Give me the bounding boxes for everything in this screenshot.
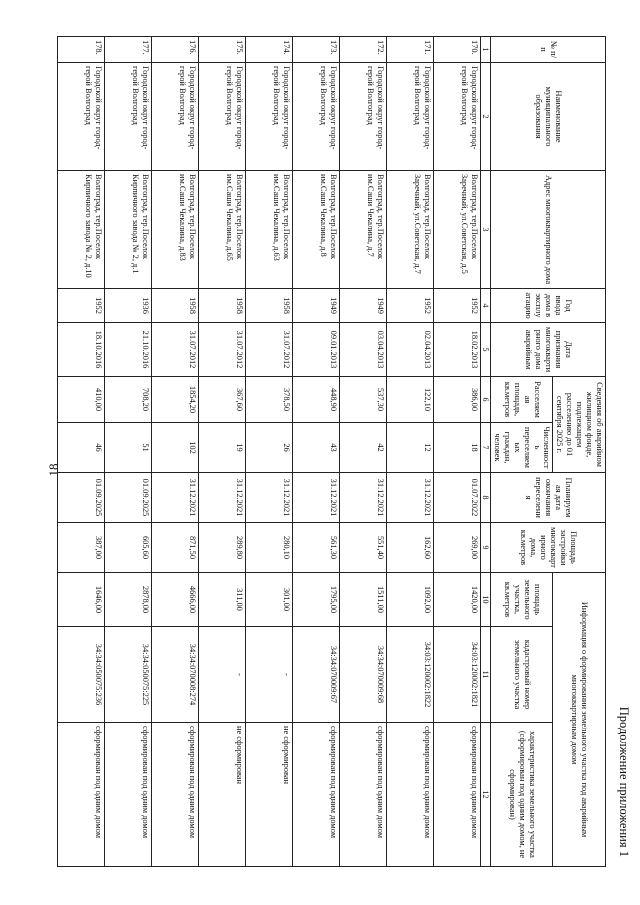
land-area-cell: 1420,00 xyxy=(433,573,480,627)
table-row xyxy=(386,37,433,867)
row-number: 174. xyxy=(245,37,292,63)
cadastral-number-cell: 34:03:120002:1822 xyxy=(386,627,433,723)
planned-date-cell: 31.12.2021 xyxy=(198,473,245,523)
header-row-1 xyxy=(553,37,606,867)
header-building-area: Площадь застройки многоквартирного дома, кв.метров xyxy=(491,523,606,573)
land-characteristic-cell: не сформирован xyxy=(245,723,292,867)
land-characteristic-cell: сформирован под одним домом xyxy=(292,723,339,867)
planned-date-cell: 01.09.2025 xyxy=(104,473,151,523)
header-municipality: Наименование муниципального образования xyxy=(491,63,606,171)
emergency-housing-table xyxy=(57,36,606,867)
resettled-area-cell: 367,60 xyxy=(198,377,245,423)
planned-date-cell: 31.12.2021 xyxy=(292,473,339,523)
resettled-area-cell: 122,10 xyxy=(386,377,433,423)
planned-date-cell: 31.12.2021 xyxy=(339,473,386,523)
municipality-cell: Городской округ город-герой Волгоград xyxy=(245,63,292,171)
land-area-cell: 4666,00 xyxy=(151,573,198,627)
row-number: 171. xyxy=(386,37,433,63)
planned-date-cell: 31.12.2021 xyxy=(245,473,292,523)
resettled-area-cell: 1854,20 xyxy=(151,377,198,423)
column-number: 11 xyxy=(480,627,490,723)
recognition-date-cell: 03.04.2013 xyxy=(339,323,386,377)
address-cell: Волгоград, тер.Поселок Кирпичного завода № 2, д.10 xyxy=(57,171,104,289)
header-fund-group: Сведения об аварийном жилищном фонде, подлежащем расселению до 01 сентября 2025 г. xyxy=(553,377,606,473)
column-number: 10 xyxy=(480,573,490,627)
header-land-area: площадь земельного участка, кв.метров xyxy=(491,573,553,627)
land-characteristic-cell: сформирован под одним домом xyxy=(104,723,151,867)
column-number: 2 xyxy=(480,63,490,171)
planned-date-cell: 01.09.2025 xyxy=(57,473,104,523)
row-number: 176. xyxy=(151,37,198,63)
address-cell: Волгоград, тер.Поселок Заречный, ул.Советская, д.5 xyxy=(433,171,480,289)
land-characteristic-cell: сформирован под одним домом xyxy=(57,723,104,867)
row-number: 173. xyxy=(292,37,339,63)
building-area-cell: 280,10 xyxy=(245,523,292,573)
land-area-cell: 1795,00 xyxy=(292,573,339,627)
table-row xyxy=(198,37,245,867)
recognition-date-cell: 31.07.2012 xyxy=(245,323,292,377)
municipality-cell: Городской округ город-герой Волгоград xyxy=(151,63,198,171)
table-row xyxy=(151,37,198,867)
header-characteristic: характеристика земельного участка (сформирован под одним домом, не сформирован) xyxy=(491,723,553,867)
recognition-date-cell: 31.07.2012 xyxy=(198,323,245,377)
land-area-cell: 301,00 xyxy=(245,573,292,627)
residents-cell: 12 xyxy=(386,423,433,473)
row-number: 172. xyxy=(339,37,386,63)
planned-date-cell: 31.12.2021 xyxy=(386,473,433,523)
building-area-cell: 871,50 xyxy=(151,523,198,573)
year-cell: 1958 xyxy=(245,289,292,323)
table-row xyxy=(104,37,151,867)
column-number: 12 xyxy=(480,723,490,867)
residents-cell: 51 xyxy=(104,423,151,473)
cadastral-number-cell: 34:03:120002:1821 xyxy=(433,627,480,723)
table-row xyxy=(292,37,339,867)
building-area-cell: 269,00 xyxy=(433,523,480,573)
municipality-cell: Городской округ город-герой Волгоград xyxy=(104,63,151,171)
header-residents: Численность переселяемых граждан, человек xyxy=(491,423,553,473)
address-cell: Волгоград, тер.Поселок им.Саши Чекалина, д.7 xyxy=(339,171,386,289)
resettled-area-cell: 708,20 xyxy=(104,377,151,423)
land-characteristic-cell: сформирован под одним домом xyxy=(433,723,480,867)
header-num: № п/п xyxy=(491,37,606,63)
resettled-area-cell: 410,00 xyxy=(57,377,104,423)
column-number: 6 xyxy=(480,377,490,423)
table-row xyxy=(433,37,480,867)
cadastral-number-cell: - xyxy=(245,627,292,723)
header-planned-date: Планируемая дата окончания переселения xyxy=(491,473,606,523)
row-number: 170. xyxy=(433,37,480,63)
cadastral-number-cell: 34:34:050075:225 xyxy=(104,627,151,723)
resettled-area-cell: 537,30 xyxy=(339,377,386,423)
residents-cell: 43 xyxy=(292,423,339,473)
table-row xyxy=(57,37,104,867)
recognition-date-cell: 09.01.2013 xyxy=(292,323,339,377)
municipality-cell: Городской округ город-герой Волгоград xyxy=(292,63,339,171)
residents-cell: 42 xyxy=(339,423,386,473)
municipality-cell: Городской округ город-герой Волгоград xyxy=(198,63,245,171)
address-cell: Волгоград, тер.Поселок Кирпичного завода № 2, д.1 xyxy=(104,171,151,289)
residents-cell: 26 xyxy=(245,423,292,473)
address-cell: Волгоград, тер.Поселок им.Саши Чекалина, д.63 xyxy=(245,171,292,289)
land-area-cell: 1511,00 xyxy=(339,573,386,627)
land-characteristic-cell: сформирован под одним домом xyxy=(339,723,386,867)
land-area-cell: 1646,00 xyxy=(57,573,104,627)
header-cadastral: кадастровый номер земельного участка xyxy=(491,627,553,723)
building-area-cell: 561,30 xyxy=(292,523,339,573)
header-land-group: Информация о формировании земельного участка под аварийным многоквартирным домом xyxy=(553,573,606,867)
address-cell: Волгоград, тер.Поселок Заречный, ул.Советская, д.7 xyxy=(386,171,433,289)
recognition-date-cell: 31.07.2012 xyxy=(151,323,198,377)
table-body xyxy=(57,37,480,867)
resettled-area-cell: 448,90 xyxy=(292,377,339,423)
cadastral-number-cell: 34:34:070008:274 xyxy=(151,627,198,723)
residents-cell: 102 xyxy=(151,423,198,473)
residents-cell: 18 xyxy=(433,423,480,473)
building-area-cell: 162,60 xyxy=(386,523,433,573)
header-area-resettled: Расселяемая площадь, кв.метров xyxy=(491,377,553,423)
header-recognition-date: Дата признания многоквартирного дома аварийным xyxy=(491,323,606,377)
resettled-area-cell: 386,00 xyxy=(433,377,480,423)
column-number: 4 xyxy=(480,289,490,323)
year-cell: 1952 xyxy=(57,289,104,323)
cadastral-number-cell: 34:34:070009:67 xyxy=(292,627,339,723)
column-number: 1 xyxy=(480,37,490,63)
address-cell: Волгоград, тер.Поселок им.Саши Чекалина, д.8 xyxy=(292,171,339,289)
row-number: 178. xyxy=(57,37,104,63)
year-cell: 1958 xyxy=(151,289,198,323)
resettled-area-cell: 378,50 xyxy=(245,377,292,423)
column-number: 3 xyxy=(480,171,490,289)
year-cell: 1952 xyxy=(433,289,480,323)
year-cell: 1936 xyxy=(104,289,151,323)
building-area-cell: 387,00 xyxy=(57,523,104,573)
land-area-cell: 311,00 xyxy=(198,573,245,627)
building-area-cell: 605,60 xyxy=(104,523,151,573)
recognition-date-cell: 18.10.2016 xyxy=(57,323,104,377)
column-number-row xyxy=(480,37,490,867)
land-area-cell: 1092,00 xyxy=(386,573,433,627)
row-number: 177. xyxy=(104,37,151,63)
column-number: 7 xyxy=(480,423,490,473)
column-number: 5 xyxy=(480,323,490,377)
continuation-title: Продолжение приложения 1 xyxy=(617,706,631,857)
page-number: 18 xyxy=(46,463,61,477)
year-cell: 1952 xyxy=(386,289,433,323)
residents-cell: 46 xyxy=(57,423,104,473)
address-cell: Волгоград, тер.Поселок им.Саши Чекалина, д.65 xyxy=(198,171,245,289)
land-characteristic-cell: сформирован под одним домом xyxy=(151,723,198,867)
recognition-date-cell: 18.02.2013 xyxy=(433,323,480,377)
land-characteristic-cell: не сформирован xyxy=(198,723,245,867)
cadastral-number-cell: 34:34:070009:68 xyxy=(339,627,386,723)
building-area-cell: 551,40 xyxy=(339,523,386,573)
cadastral-number-cell: 34:34:050075:236 xyxy=(57,627,104,723)
municipality-cell: Городской округ город-герой Волгоград xyxy=(386,63,433,171)
column-number: 8 xyxy=(480,473,490,523)
municipality-cell: Городской округ город-герой Волгоград xyxy=(339,63,386,171)
planned-date-cell: 31.12.2021 xyxy=(151,473,198,523)
land-characteristic-cell: сформирован под одним домом xyxy=(386,723,433,867)
residents-cell: 19 xyxy=(198,423,245,473)
year-cell: 1949 xyxy=(339,289,386,323)
year-cell: 1949 xyxy=(292,289,339,323)
header-year: Год ввода дома в эксплуатацию xyxy=(491,289,606,323)
building-area-cell: 289,80 xyxy=(198,523,245,573)
address-cell: Волгоград, тер.Поселок им.Саши Чекалина, д.83 xyxy=(151,171,198,289)
row-number: 175. xyxy=(198,37,245,63)
municipality-cell: Городской округ город-герой Волгоград xyxy=(57,63,104,171)
column-number: 9 xyxy=(480,523,490,573)
recognition-date-cell: 21.10.2016 xyxy=(104,323,151,377)
recognition-date-cell: 02.04.2013 xyxy=(386,323,433,377)
cadastral-number-cell: - xyxy=(198,627,245,723)
table-row xyxy=(245,37,292,867)
table-row xyxy=(339,37,386,867)
land-area-cell: 2878,00 xyxy=(104,573,151,627)
header-address: Адрес многоквартирного дома xyxy=(491,171,606,289)
planned-date-cell: 01.07.2022 xyxy=(433,473,480,523)
year-cell: 1958 xyxy=(198,289,245,323)
municipality-cell: Городской округ город-герой Волгоград xyxy=(433,63,480,171)
